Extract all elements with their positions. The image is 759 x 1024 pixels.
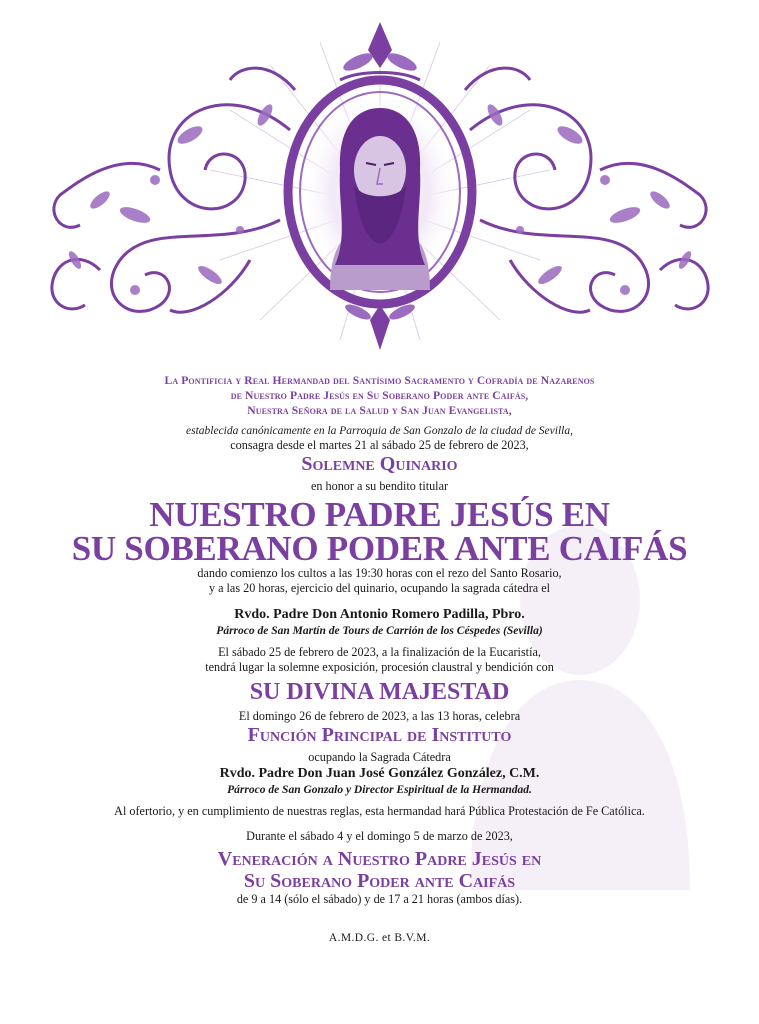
exposition-line-1: El sábado 25 de febrero de 2023, a la finalización de la Eucaristía, (218, 645, 541, 659)
exposition-line-2: tendrá lugar la solemne exposición, procesión claustral y bendición con (205, 660, 554, 674)
veneration-title-line-1: Veneración a Nuestro Padre Jesús en (217, 848, 542, 870)
offertory-line: Al ofertorio, y en cumplimiento de nuestras reglas, esta hermandad hará Pública Protestación de Fe Católica. (114, 804, 645, 818)
main-title-line-2: SU SOBERANO PODER ANTE CAIFÁS (71, 529, 688, 568)
funcion-title: Función Principal de Instituto (247, 724, 512, 746)
announcement-text (0, 373, 759, 945)
establishment-line: establecida canónicamente en la Parroquia de San Gonzalo de la ciudad de Sevilla, (186, 425, 573, 437)
divine-majesty-title: SU DIVINA MAJESTAD (249, 679, 510, 705)
main-title-line-1: NUESTRO PADRE JESÚS EN (149, 495, 610, 534)
top-crest-ornament (340, 22, 420, 80)
bottom-pendant-ornament (343, 302, 417, 350)
schedule-line-1: dando comienzo los cultos a las 19:30 horas con el rezo del Santo Rosario, (197, 566, 562, 580)
brotherhood-line-2: de Nuestro Padre Jesús en Su Soberano Poder ante Caifás, (230, 389, 529, 402)
quinario-preacher-role: Párroco de San Martín de Tours de Carrión de los Céspedes (Sevilla) (216, 625, 543, 637)
funcion-preacher-name: Rvdo. Padre Don Juan José González González, C.M. (219, 766, 540, 781)
honor-line: en honor a su bendito titular (310, 479, 449, 493)
portrait-figure (330, 108, 430, 290)
funcion-preacher-role: Párroco de San Gonzalo y Director Espiritual de la Hermandad. (227, 784, 532, 796)
brotherhood-line-3: Nuestra Señora de la Salud y San Juan Evangelista, (247, 404, 512, 417)
cathedra-line: ocupando la Sagrada Cátedra (308, 750, 451, 764)
brotherhood-line-1: La Pontificia y Real Hermandad del Santísimo Sacramento y Cofradía de Nazarenos (164, 374, 595, 387)
ornamental-portrait-header (40, 20, 720, 350)
veneration-title-line-2: Su Soberano Poder ante Caifás (243, 870, 516, 892)
left-baroque-scrollwork (52, 68, 295, 312)
veneration-intro: Durante el sábado 4 y el domingo 5 de marzo de 2023, (246, 829, 513, 843)
quinario-preacher-name: Rvdo. Padre Don Antonio Romero Padilla, Pbro. (234, 607, 525, 622)
footer-motto: A.M.D.G. et B.V.M. (328, 932, 431, 944)
consecration-dates: consagra desde el martes 21 al sábado 25 de febrero de 2023, (230, 438, 529, 452)
funcion-intro: El domingo 26 de febrero de 2023, a las 13 horas, celebra (238, 709, 521, 723)
right-baroque-scrollwork (465, 68, 708, 312)
quinario-title: Solemne Quinario (301, 453, 458, 475)
schedule-line-2: y a las 20 horas, ejercicio del quinario, ocupando la sagrada cátedra el (208, 581, 551, 595)
veneration-hours: de 9 a 14 (sólo el sábado) y de 17 a 21 horas (ambos días). (236, 892, 523, 906)
